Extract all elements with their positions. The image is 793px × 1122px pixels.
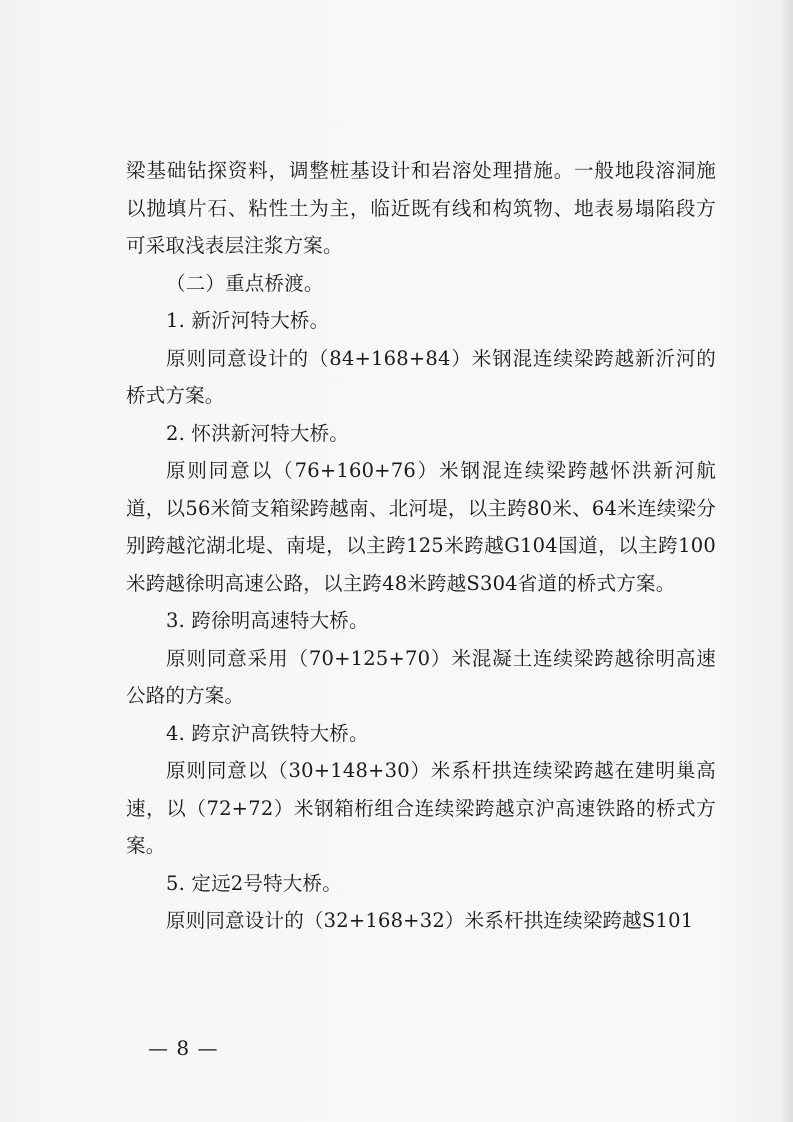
item-body-3: 原则同意采用（70+125+70）米混凝土连续梁跨越徐明高速公路的方案。 [126,646,716,707]
item-heading-5: 5. 定远2号特大桥。 [166,871,342,895]
paragraph-continuation: 梁基础钻探资料，调整桩基设计和岩溶处理措施。一般地段溶洞施以抛填片石、粘性土为主，临近既有线和构筑物、地表易塌陷段方可采取浅表层注浆方案。 [126,159,716,257]
item-heading-3: 3. 跨徐明高速特大桥。 [166,609,369,632]
item-body-2: 原则同意以（76+160+76）米钢混连续梁跨越怀洪新河航道，以56米简支箱梁跨越南、北河堤，以主跨80米、64米连续梁分别跨越沱湖北堤、南堤，以主跨125米跨越G104国道，以主跨100米跨越徐明高速公路，以主跨48米跨越S304省道的桥式方案。 [126,459,716,595]
scan-edge-shadow [779,0,793,1122]
body-text [126,152,716,940]
section-heading-key-bridges: （二）重点桥渡。 [166,271,324,295]
item-body-1: 原则同意设计的（84+168+84）米钢混连续梁跨越新沂河的桥式方案。 [126,346,716,407]
item-heading-1: 1. 新沂河特大桥。 [166,309,330,332]
item-body-5: 原则同意设计的（32+168+32）米系杆拱连续梁跨越S101 [166,909,694,932]
item-heading-2: 2. 怀洪新河特大桥。 [166,421,350,445]
item-body-4: 原则同意以（30+148+30）米系杆拱连续梁跨越在建明巢高速，以（72+72）米钢箱桁组合连续梁跨越京沪高速铁路的桥式方案。 [126,759,716,857]
page-number: — 8 — [148,1036,219,1060]
item-heading-4: 4. 跨京沪高铁特大桥。 [166,721,369,745]
